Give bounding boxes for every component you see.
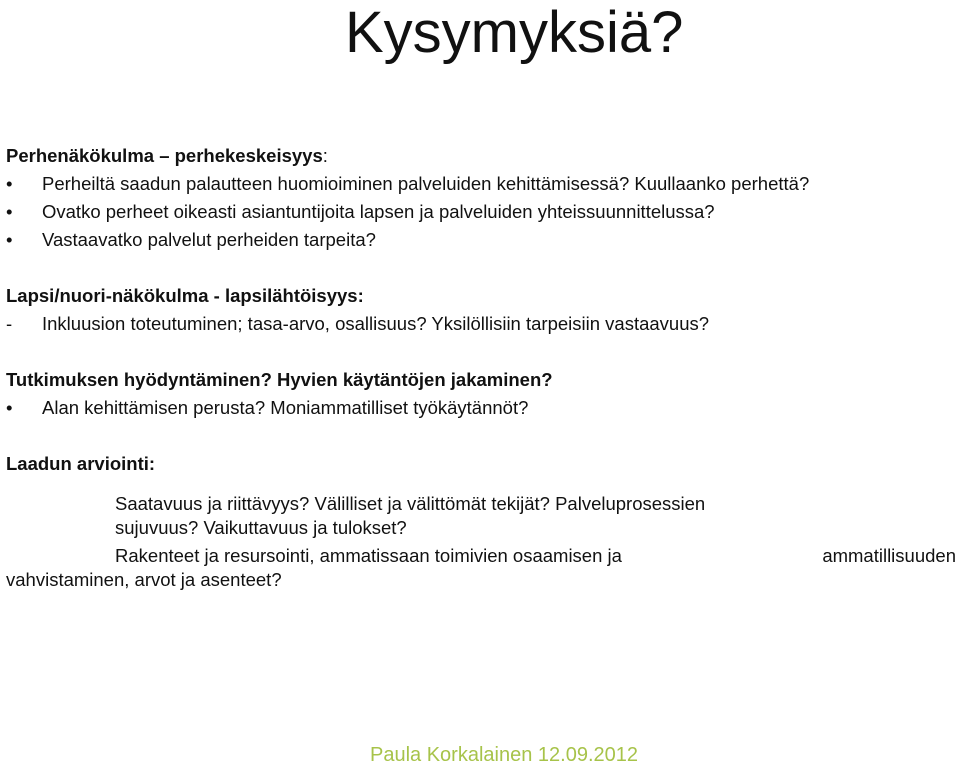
- dash-marker: -: [6, 313, 13, 334]
- list-item-text: Inkluusion toteutuminen; tasa-arvo, osallisuus? Yksilöllisiin tarpeisiin vastaavuus?: [42, 313, 710, 334]
- list-item: [6, 170, 956, 198]
- list-item: [6, 394, 956, 422]
- spacer: [6, 422, 956, 450]
- spacer: [6, 254, 956, 282]
- list-item: [6, 198, 956, 226]
- section-heading-quality: Laadun arviointi:: [6, 453, 156, 474]
- footer-author-date: Paula Korkalainen 12.09.2012: [370, 744, 638, 766]
- bullet-icon: •: [6, 397, 13, 418]
- bullet-icon: •: [6, 173, 13, 194]
- list-item-text: Vastaavatko palvelut perheiden tarpeita?: [42, 229, 376, 250]
- list-item: [6, 226, 956, 254]
- paragraph-line-left: Rakenteet ja resursointi, ammatissaan toimivien osaamisen ja: [115, 545, 622, 566]
- section-heading-family-colon: :: [322, 145, 328, 166]
- list-item-text: Alan kehittämisen perusta? Moniammatilliset työkäytännöt?: [42, 397, 529, 418]
- bullet-icon: •: [6, 201, 13, 222]
- paragraph-line-right: ammatillisuuden: [822, 545, 956, 566]
- list-item-text: Perheiltä saadun palautteen huomioiminen palveluiden kehittämisessä? Kuullaanko perhettä?: [42, 173, 810, 194]
- section-heading-family: [6, 142, 956, 170]
- page-title: Kysymyksiä?: [345, 0, 684, 65]
- spacer: [6, 338, 956, 366]
- list-item-text: Ovatko perheet oikeasti asiantuntijoita lapsen ja palveluiden yhteissuunnittelussa?: [42, 201, 715, 222]
- section-heading-research: Tutkimuksen hyödyntäminen? Hyvien käytäntöjen jakaminen?: [6, 369, 553, 390]
- spacer: [6, 478, 956, 490]
- paragraph-line: sujuvuus? Vaikuttavuus ja tulokset?: [115, 517, 407, 538]
- paragraph-line: vahvistaminen, arvot ja asenteet?: [6, 569, 282, 590]
- section-heading-family-bold: Perhenäkökulma – perhekeskeisyys: [6, 145, 323, 166]
- section-heading-child: Lapsi/nuori-näkökulma - lapsilähtöisyys:: [6, 285, 364, 306]
- slide-body: [6, 142, 956, 594]
- bullet-icon: •: [6, 229, 13, 250]
- paragraph-line: Saatavuus ja riittävyys? Välilliset ja välittömät tekijät? Palveluprosessien: [115, 493, 706, 514]
- list-item: [6, 310, 956, 338]
